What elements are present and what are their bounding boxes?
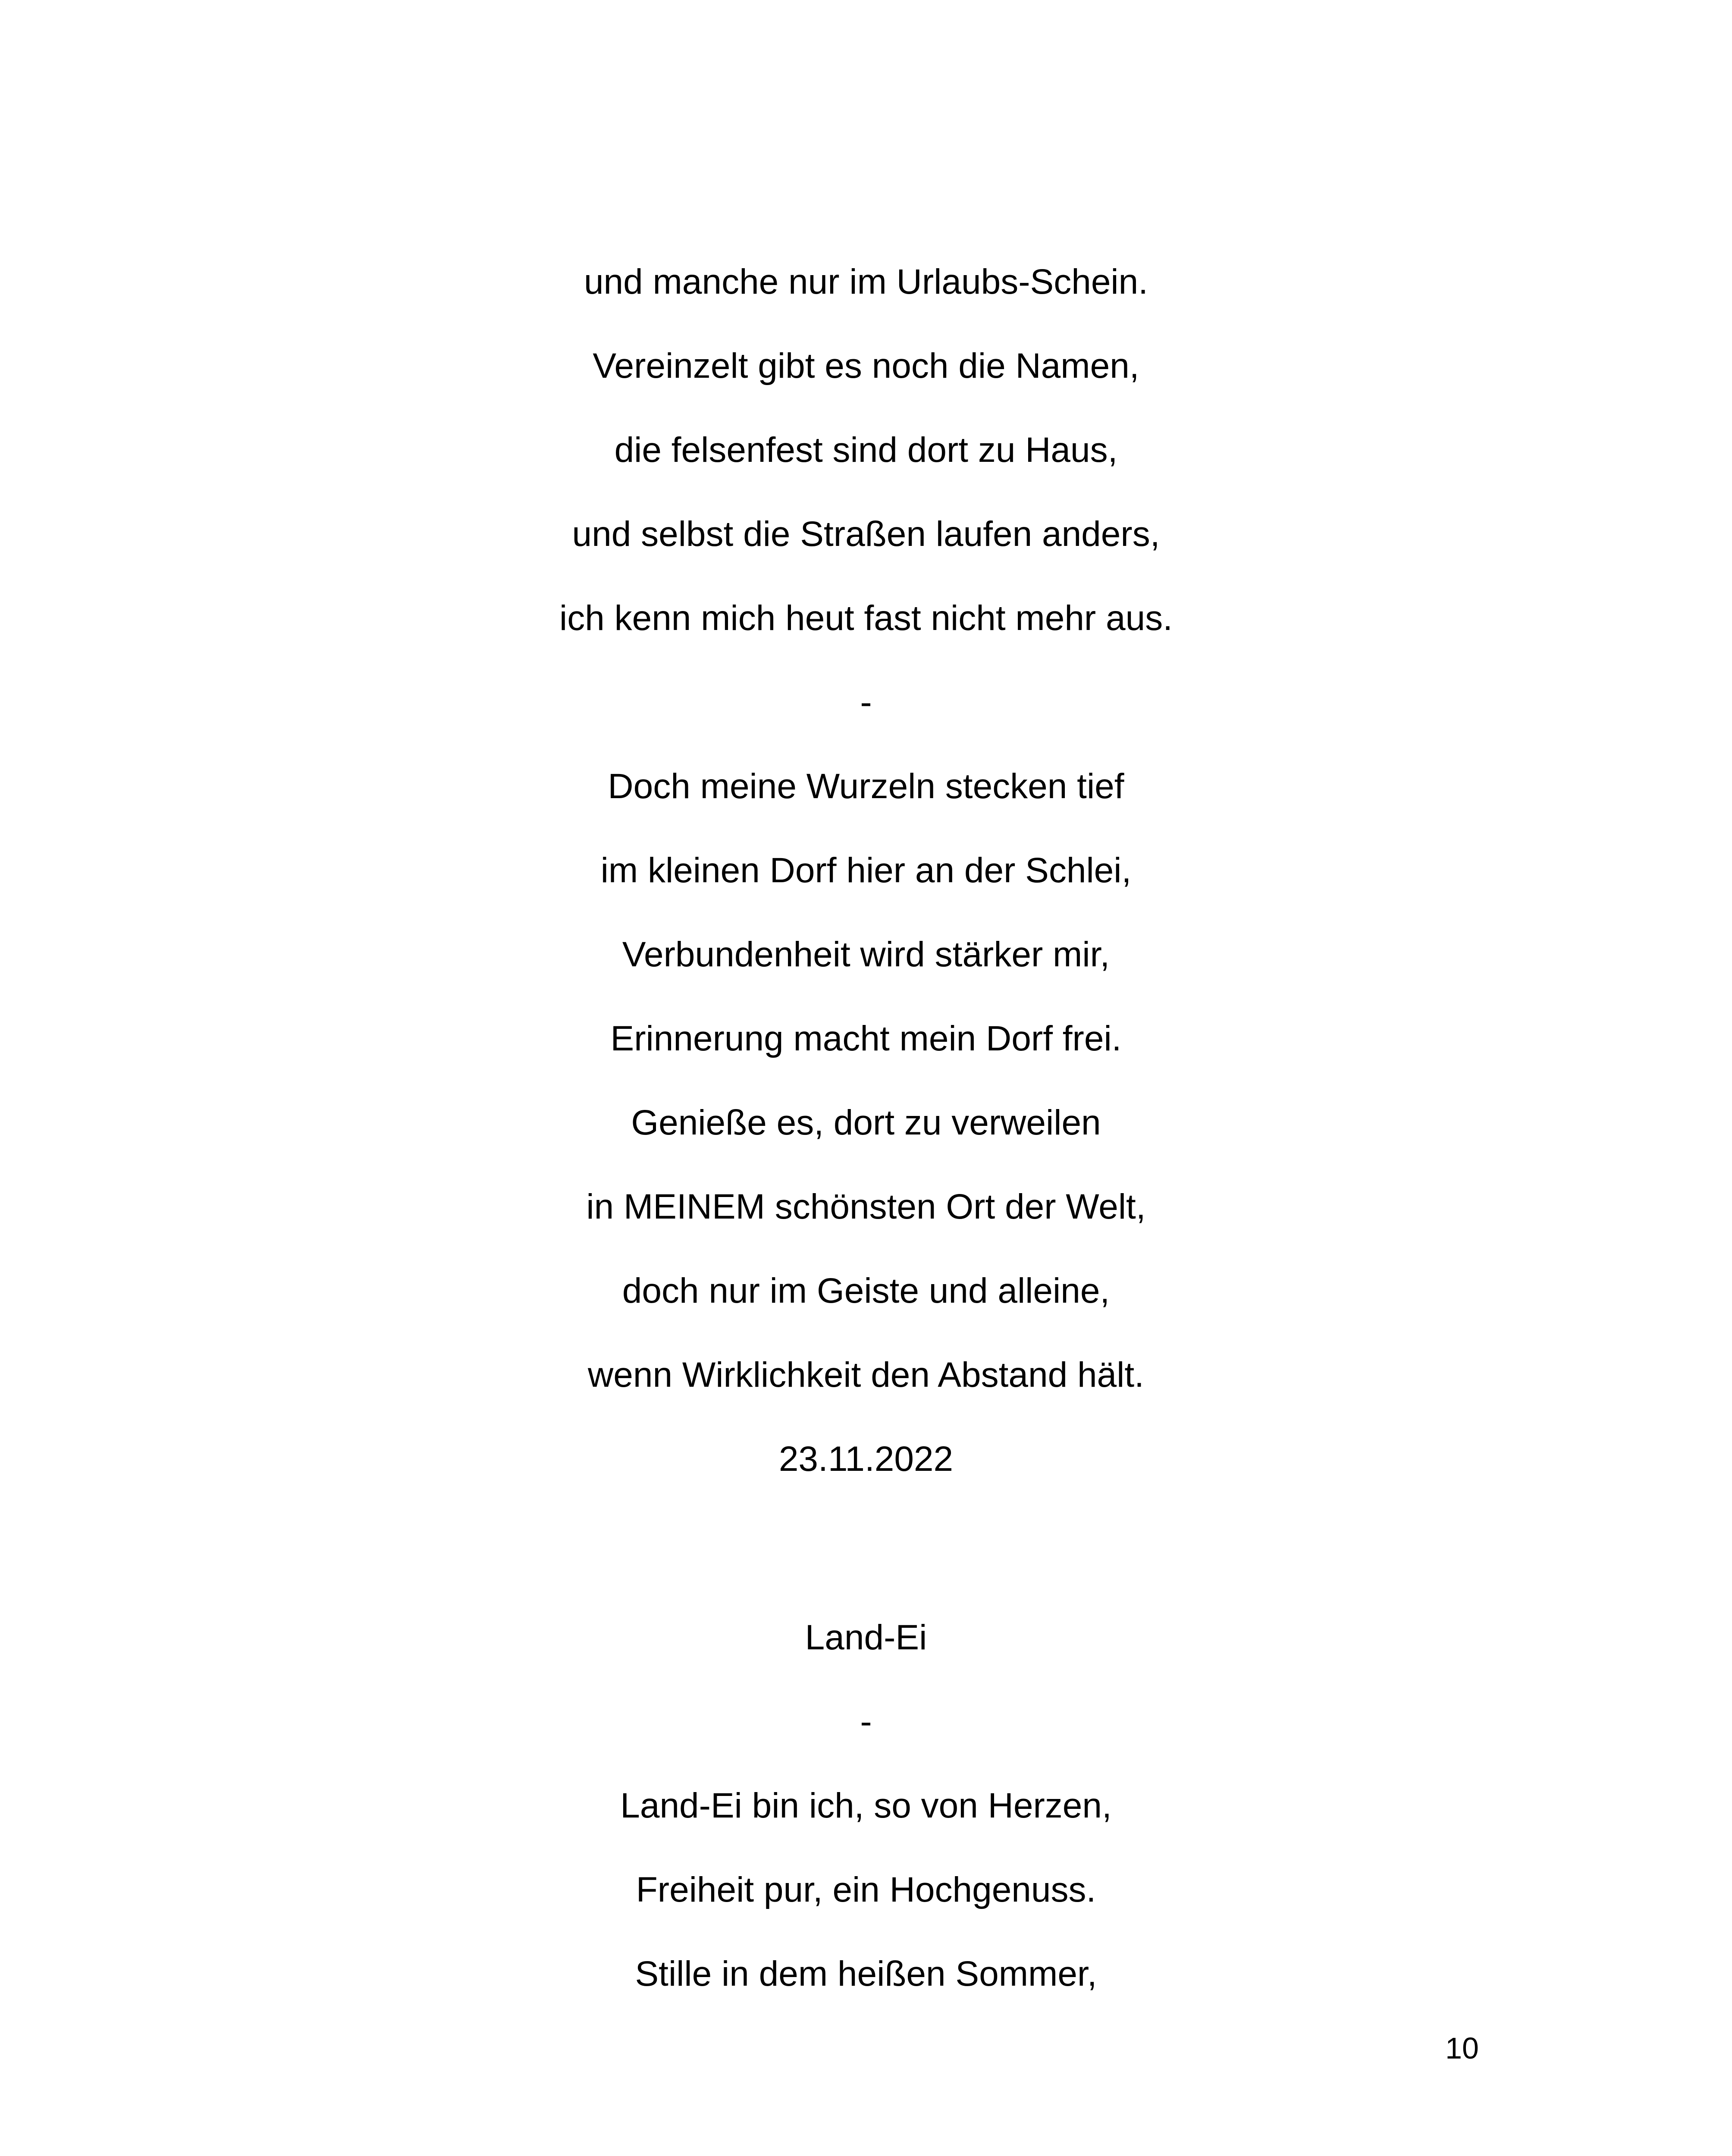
stanza-separator: - — [860, 1702, 872, 1741]
poem-line: und manche nur im Urlaubs-Schein. — [584, 262, 1148, 301]
poem-continued — [0, 240, 1732, 1501]
poem-line: ich kenn mich heut fast nicht mehr aus. — [559, 599, 1173, 638]
page-number: 10 — [1445, 2031, 1479, 2065]
poem-line: wenn Wirklichkeit den Abstand hält. — [588, 1355, 1144, 1395]
poem-line: Erinnerung macht mein Dorf frei. — [610, 1019, 1122, 1058]
poem-line: im kleinen Dorf hier an der Schlei, — [600, 851, 1132, 890]
next-poem — [0, 1595, 1732, 2016]
poem-line: Vereinzelt gibt es noch die Namen, — [593, 346, 1139, 385]
poem-line: Freiheit pur, ein Hochgenuss. — [636, 1870, 1096, 1909]
poem-line: die felsenfest sind dort zu Haus, — [614, 430, 1118, 470]
poem-line: Verbundenheit wird stärker mir, — [622, 935, 1110, 974]
poem-date: 23.11.2022 — [778, 1439, 954, 1479]
poem-line: Stille in dem heißen Sommer, — [635, 1954, 1097, 1993]
poem-line: Genieße es, dort zu verweilen — [631, 1103, 1101, 1142]
poem-line: in MEINEM schönsten Ort der Welt, — [586, 1187, 1146, 1226]
poem-line: Land-Ei bin ich, so von Herzen, — [620, 1786, 1112, 1825]
stanza-separator: - — [860, 683, 872, 722]
poem-line: und selbst die Straßen laufen anders, — [572, 514, 1160, 554]
poem-line: Doch meine Wurzeln stecken tief — [608, 767, 1124, 806]
poem-line: doch nur im Geiste und alleine, — [622, 1271, 1110, 1310]
poem-title: Land-Ei — [805, 1618, 927, 1657]
